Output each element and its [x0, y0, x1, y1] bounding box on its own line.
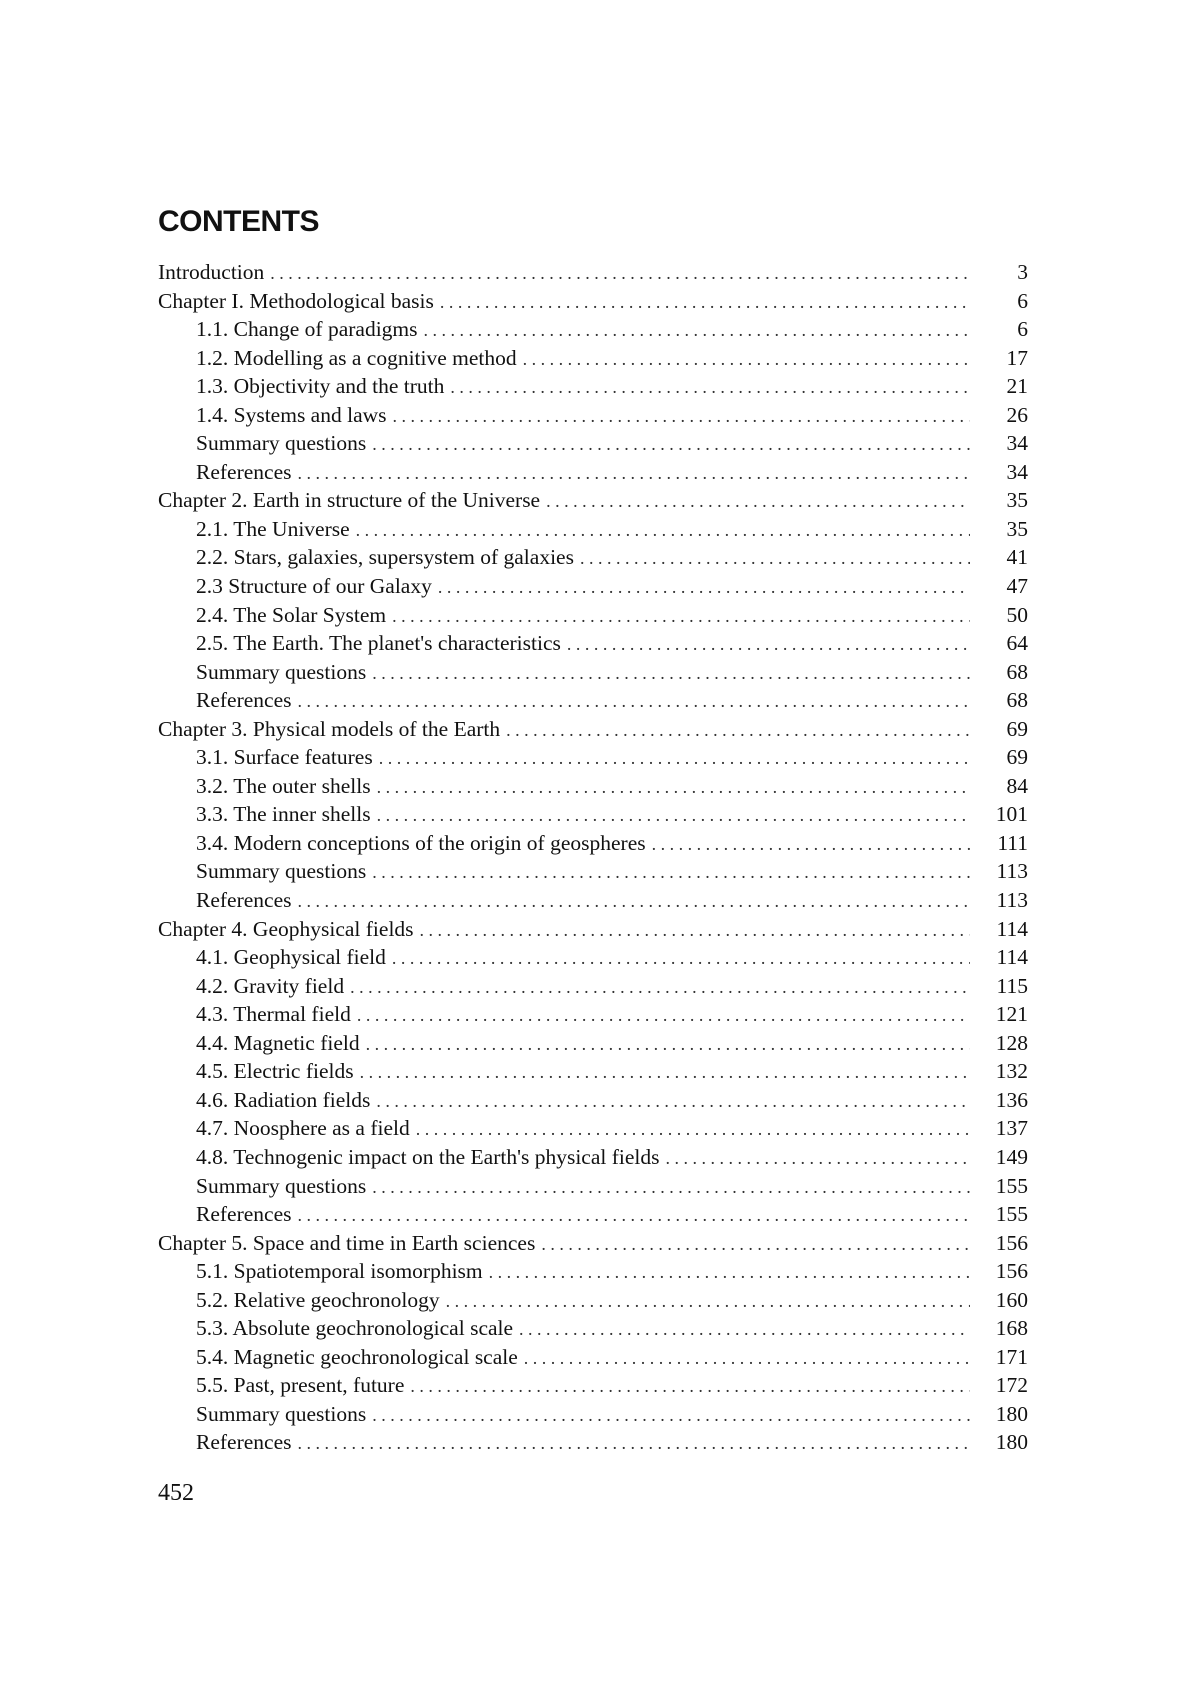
- toc-entry-label: Introduction: [158, 260, 265, 284]
- dot-leader: [366, 1030, 970, 1059]
- toc-section-entry: [158, 743, 1028, 772]
- toc-chapter-entry: [158, 1229, 1028, 1258]
- dot-leader: [392, 602, 970, 631]
- toc-section-entry: [158, 1428, 1028, 1457]
- toc-section-entry: [158, 1029, 1028, 1058]
- toc-entry-page: 21: [1006, 374, 1028, 399]
- toc-entry-label: 4.4. Magnetic field: [196, 1030, 360, 1055]
- toc-entry-page: 168: [995, 1316, 1028, 1341]
- dot-leader: [440, 288, 970, 317]
- toc-entry-page: 84: [1006, 773, 1028, 798]
- toc-entry-label: References: [196, 1202, 292, 1227]
- toc-entry-page: 111: [997, 830, 1028, 855]
- dot-leader: [567, 630, 970, 659]
- toc-entry-label: Chapter 2. Earth in structure of the Universe: [158, 488, 541, 513]
- dot-leader: [410, 1372, 970, 1401]
- toc-entry-label: 3.2. The outer shells: [196, 773, 371, 798]
- toc-section-entry: [158, 772, 1028, 801]
- dot-leader: [270, 259, 970, 288]
- dot-leader: [298, 459, 971, 488]
- toc-entry-page: 68: [1006, 688, 1028, 713]
- toc-entry-page: 171: [995, 1344, 1028, 1369]
- dot-leader: [372, 1173, 970, 1202]
- toc-chapter-entry: [158, 287, 1028, 316]
- toc-entry-page: 17: [1006, 345, 1028, 370]
- toc-entry-label: Summary questions: [196, 659, 367, 684]
- toc-section-entry: [158, 1343, 1028, 1372]
- toc-entry-page: 34: [1006, 459, 1028, 484]
- toc-entry-label: 5.3. Absolute geochronological scale: [196, 1316, 514, 1341]
- toc-entry-label: References: [196, 688, 292, 713]
- page-title: CONTENTS: [158, 205, 319, 238]
- toc-chapter-entry: [158, 915, 1028, 944]
- toc-section-entry: [158, 629, 1028, 658]
- dot-leader: [372, 659, 970, 688]
- dot-leader: [541, 1230, 970, 1259]
- dot-leader: [357, 1001, 970, 1030]
- page-number: 452: [158, 1480, 194, 1506]
- toc-entry-page: 41: [1006, 545, 1028, 570]
- toc-entry-page: 50: [1006, 602, 1028, 627]
- toc-entry-label: Summary questions: [196, 1401, 367, 1426]
- dot-leader: [446, 1287, 970, 1316]
- toc-section-entry: [158, 344, 1028, 373]
- dot-leader: [666, 1144, 971, 1173]
- toc-section-entry: [158, 1314, 1028, 1343]
- toc-section-entry: [158, 515, 1028, 544]
- toc-section-entry: [158, 943, 1028, 972]
- dot-leader: [524, 1344, 970, 1373]
- toc-entry-page: 26: [1006, 402, 1028, 427]
- toc-entry-page: 160: [995, 1287, 1028, 1312]
- toc-section-entry: [158, 1057, 1028, 1086]
- dot-leader: [377, 773, 970, 802]
- toc-entry-page: 35: [1006, 488, 1028, 513]
- toc-entry-page: 149: [995, 1144, 1028, 1169]
- toc-entry-label: 2.3 Structure of our Galaxy: [196, 574, 432, 599]
- dot-leader: [393, 402, 970, 431]
- toc-entry-label: 5.5. Past, present, future: [196, 1373, 405, 1398]
- toc-entry-page: 180: [995, 1401, 1028, 1426]
- toc-entry-label: References: [196, 1430, 292, 1455]
- dot-leader: [416, 1115, 970, 1144]
- dot-leader: [356, 516, 970, 545]
- toc-entry-page: 114: [996, 945, 1028, 970]
- dot-leader: [652, 830, 970, 859]
- toc-entry-label: 5.4. Magnetic geochronological scale: [196, 1344, 518, 1369]
- toc-chapter-entry: [158, 258, 1028, 287]
- dot-leader: [523, 345, 970, 374]
- toc-section-entry: [158, 972, 1028, 1001]
- dot-leader: [376, 1087, 970, 1116]
- dot-leader: [392, 944, 970, 973]
- toc-entry-page: 113: [996, 859, 1028, 884]
- toc-entry-label: Summary questions: [196, 859, 367, 884]
- toc-entry-page: 128: [995, 1030, 1028, 1055]
- toc-section-entry: [158, 886, 1028, 915]
- toc-section-entry: [158, 1000, 1028, 1029]
- dot-leader: [360, 1058, 970, 1087]
- dot-leader: [372, 1401, 970, 1430]
- toc-entry-page: 35: [1006, 516, 1028, 541]
- toc-entry-page: 137: [995, 1116, 1028, 1141]
- toc-section-entry: [158, 429, 1028, 458]
- toc-entry-page: 155: [995, 1173, 1028, 1198]
- toc-entry-label: Chapter 5. Space and time in Earth sciences: [158, 1230, 536, 1255]
- toc-entry-label: 5.2. Relative geochronology: [196, 1287, 440, 1312]
- toc-entry-label: Chapter 4. Geophysical fields: [158, 916, 414, 941]
- toc-entry-page: 64: [1006, 631, 1028, 656]
- toc-section-entry: [158, 543, 1028, 572]
- toc-section-entry: [158, 1200, 1028, 1229]
- dot-leader: [519, 1315, 970, 1344]
- dot-leader: [420, 916, 970, 945]
- toc-entry-page: 132: [995, 1059, 1028, 1084]
- toc-section-entry: [158, 1172, 1028, 1201]
- toc-section-entry: [158, 800, 1028, 829]
- toc-entry-label: 2.1. The Universe: [196, 516, 350, 541]
- toc-section-entry: [158, 1143, 1028, 1172]
- dot-leader: [424, 316, 970, 345]
- dot-leader: [580, 544, 970, 573]
- toc-entry-label: 4.6. Radiation fields: [196, 1087, 371, 1112]
- toc-section-entry: [158, 1371, 1028, 1400]
- toc-entry-page: 69: [1006, 716, 1028, 741]
- toc-section-entry: [158, 458, 1028, 487]
- dot-leader: [489, 1258, 970, 1287]
- toc-entry-label: 1.2. Modelling as a cognitive method: [196, 345, 517, 370]
- toc-entry-label: 5.1. Spatiotemporal isomorphism: [196, 1259, 483, 1284]
- toc-entry-page: 121: [995, 1002, 1028, 1027]
- toc-section-entry: [158, 1286, 1028, 1315]
- dot-leader: [372, 858, 970, 887]
- toc-chapter-entry: [158, 486, 1028, 515]
- toc-entry-page: 114: [996, 916, 1028, 941]
- toc-entry-label: 2.4. The Solar System: [196, 602, 387, 627]
- toc-section-entry: [158, 658, 1028, 687]
- toc-entry-page: 69: [1006, 745, 1028, 770]
- toc-entry-label: 3.4. Modern conceptions of the origin of geospheres: [196, 830, 646, 855]
- toc-entry-page: 6: [1017, 317, 1028, 342]
- toc-entry-label: 1.3. Objectivity and the truth: [196, 374, 445, 399]
- toc-entry-page: 136: [995, 1087, 1028, 1112]
- dot-leader: [298, 887, 971, 916]
- toc-entry-page: 156: [995, 1259, 1028, 1284]
- toc-section-entry: [158, 686, 1028, 715]
- toc-chapter-entry: [158, 715, 1028, 744]
- toc-section-entry: [158, 315, 1028, 344]
- toc-entry-label: References: [196, 888, 292, 913]
- dot-leader: [298, 1429, 971, 1458]
- toc-section-entry: [158, 1114, 1028, 1143]
- toc-entry-label: 1.4. Systems and laws: [196, 402, 387, 427]
- toc-entry-page: 47: [1006, 574, 1028, 599]
- toc-section-entry: [158, 1086, 1028, 1115]
- toc-entry-label: 4.7. Noosphere as a field: [196, 1116, 410, 1141]
- toc-section-entry: [158, 1400, 1028, 1429]
- dot-leader: [546, 487, 970, 516]
- dot-leader: [379, 744, 970, 773]
- toc-entry-label: 3.3. The inner shells: [196, 802, 371, 827]
- toc-entry-label: 4.8. Technogenic impact on the Earth's physical fields: [196, 1144, 660, 1169]
- toc-entry-label: References: [196, 459, 292, 484]
- dot-leader: [298, 687, 971, 716]
- toc-section-entry: [158, 1257, 1028, 1286]
- toc-entry-page: 155: [995, 1202, 1028, 1227]
- dot-leader: [450, 373, 970, 402]
- toc-entry-page: 113: [996, 888, 1028, 913]
- toc-entry-label: 3.1. Surface features: [196, 745, 373, 770]
- toc-section-entry: [158, 572, 1028, 601]
- toc-entry-page: 172: [995, 1373, 1028, 1398]
- toc-entry-page: 101: [995, 802, 1028, 827]
- toc-entry-label: Summary questions: [196, 431, 367, 456]
- toc-entry-page: 6: [1017, 288, 1028, 313]
- dot-leader: [377, 801, 970, 830]
- toc-entry-page: 180: [995, 1430, 1028, 1455]
- dot-leader: [350, 973, 970, 1002]
- dot-leader: [372, 430, 970, 459]
- toc-entry-label: Summary questions: [196, 1173, 367, 1198]
- toc-entry-page: 3: [1017, 260, 1028, 284]
- toc-entry-label: 4.2. Gravity field: [196, 973, 345, 998]
- dot-leader: [438, 573, 970, 602]
- toc-entry-label: 2.2. Stars, galaxies, supersystem of galaxies: [196, 545, 574, 570]
- toc-entry-label: Chapter 3. Physical models of the Earth: [158, 716, 501, 741]
- toc-entry-label: Chapter I. Methodological basis: [158, 288, 434, 313]
- toc-entry-label: 4.5. Electric fields: [196, 1059, 354, 1084]
- dot-leader: [506, 716, 970, 745]
- toc-entry-label: 1.1. Change of paradigms: [196, 317, 418, 342]
- toc-section-entry: [158, 401, 1028, 430]
- toc-section-entry: [158, 372, 1028, 401]
- dot-leader: [298, 1201, 971, 1230]
- toc-entry-page: 34: [1006, 431, 1028, 456]
- toc-entry-label: 4.1. Geophysical field: [196, 945, 386, 970]
- toc-entry-label: 2.5. The Earth. The planet's characteristics: [196, 631, 561, 656]
- toc-entry-label: 4.3. Thermal field: [196, 1002, 351, 1027]
- toc-section-entry: [158, 857, 1028, 886]
- table-of-contents: [158, 258, 1028, 1457]
- toc-entry-page: 68: [1006, 659, 1028, 684]
- toc-section-entry: [158, 829, 1028, 858]
- toc-section-entry: [158, 601, 1028, 630]
- toc-entry-page: 115: [996, 973, 1028, 998]
- toc-entry-page: 156: [995, 1230, 1028, 1255]
